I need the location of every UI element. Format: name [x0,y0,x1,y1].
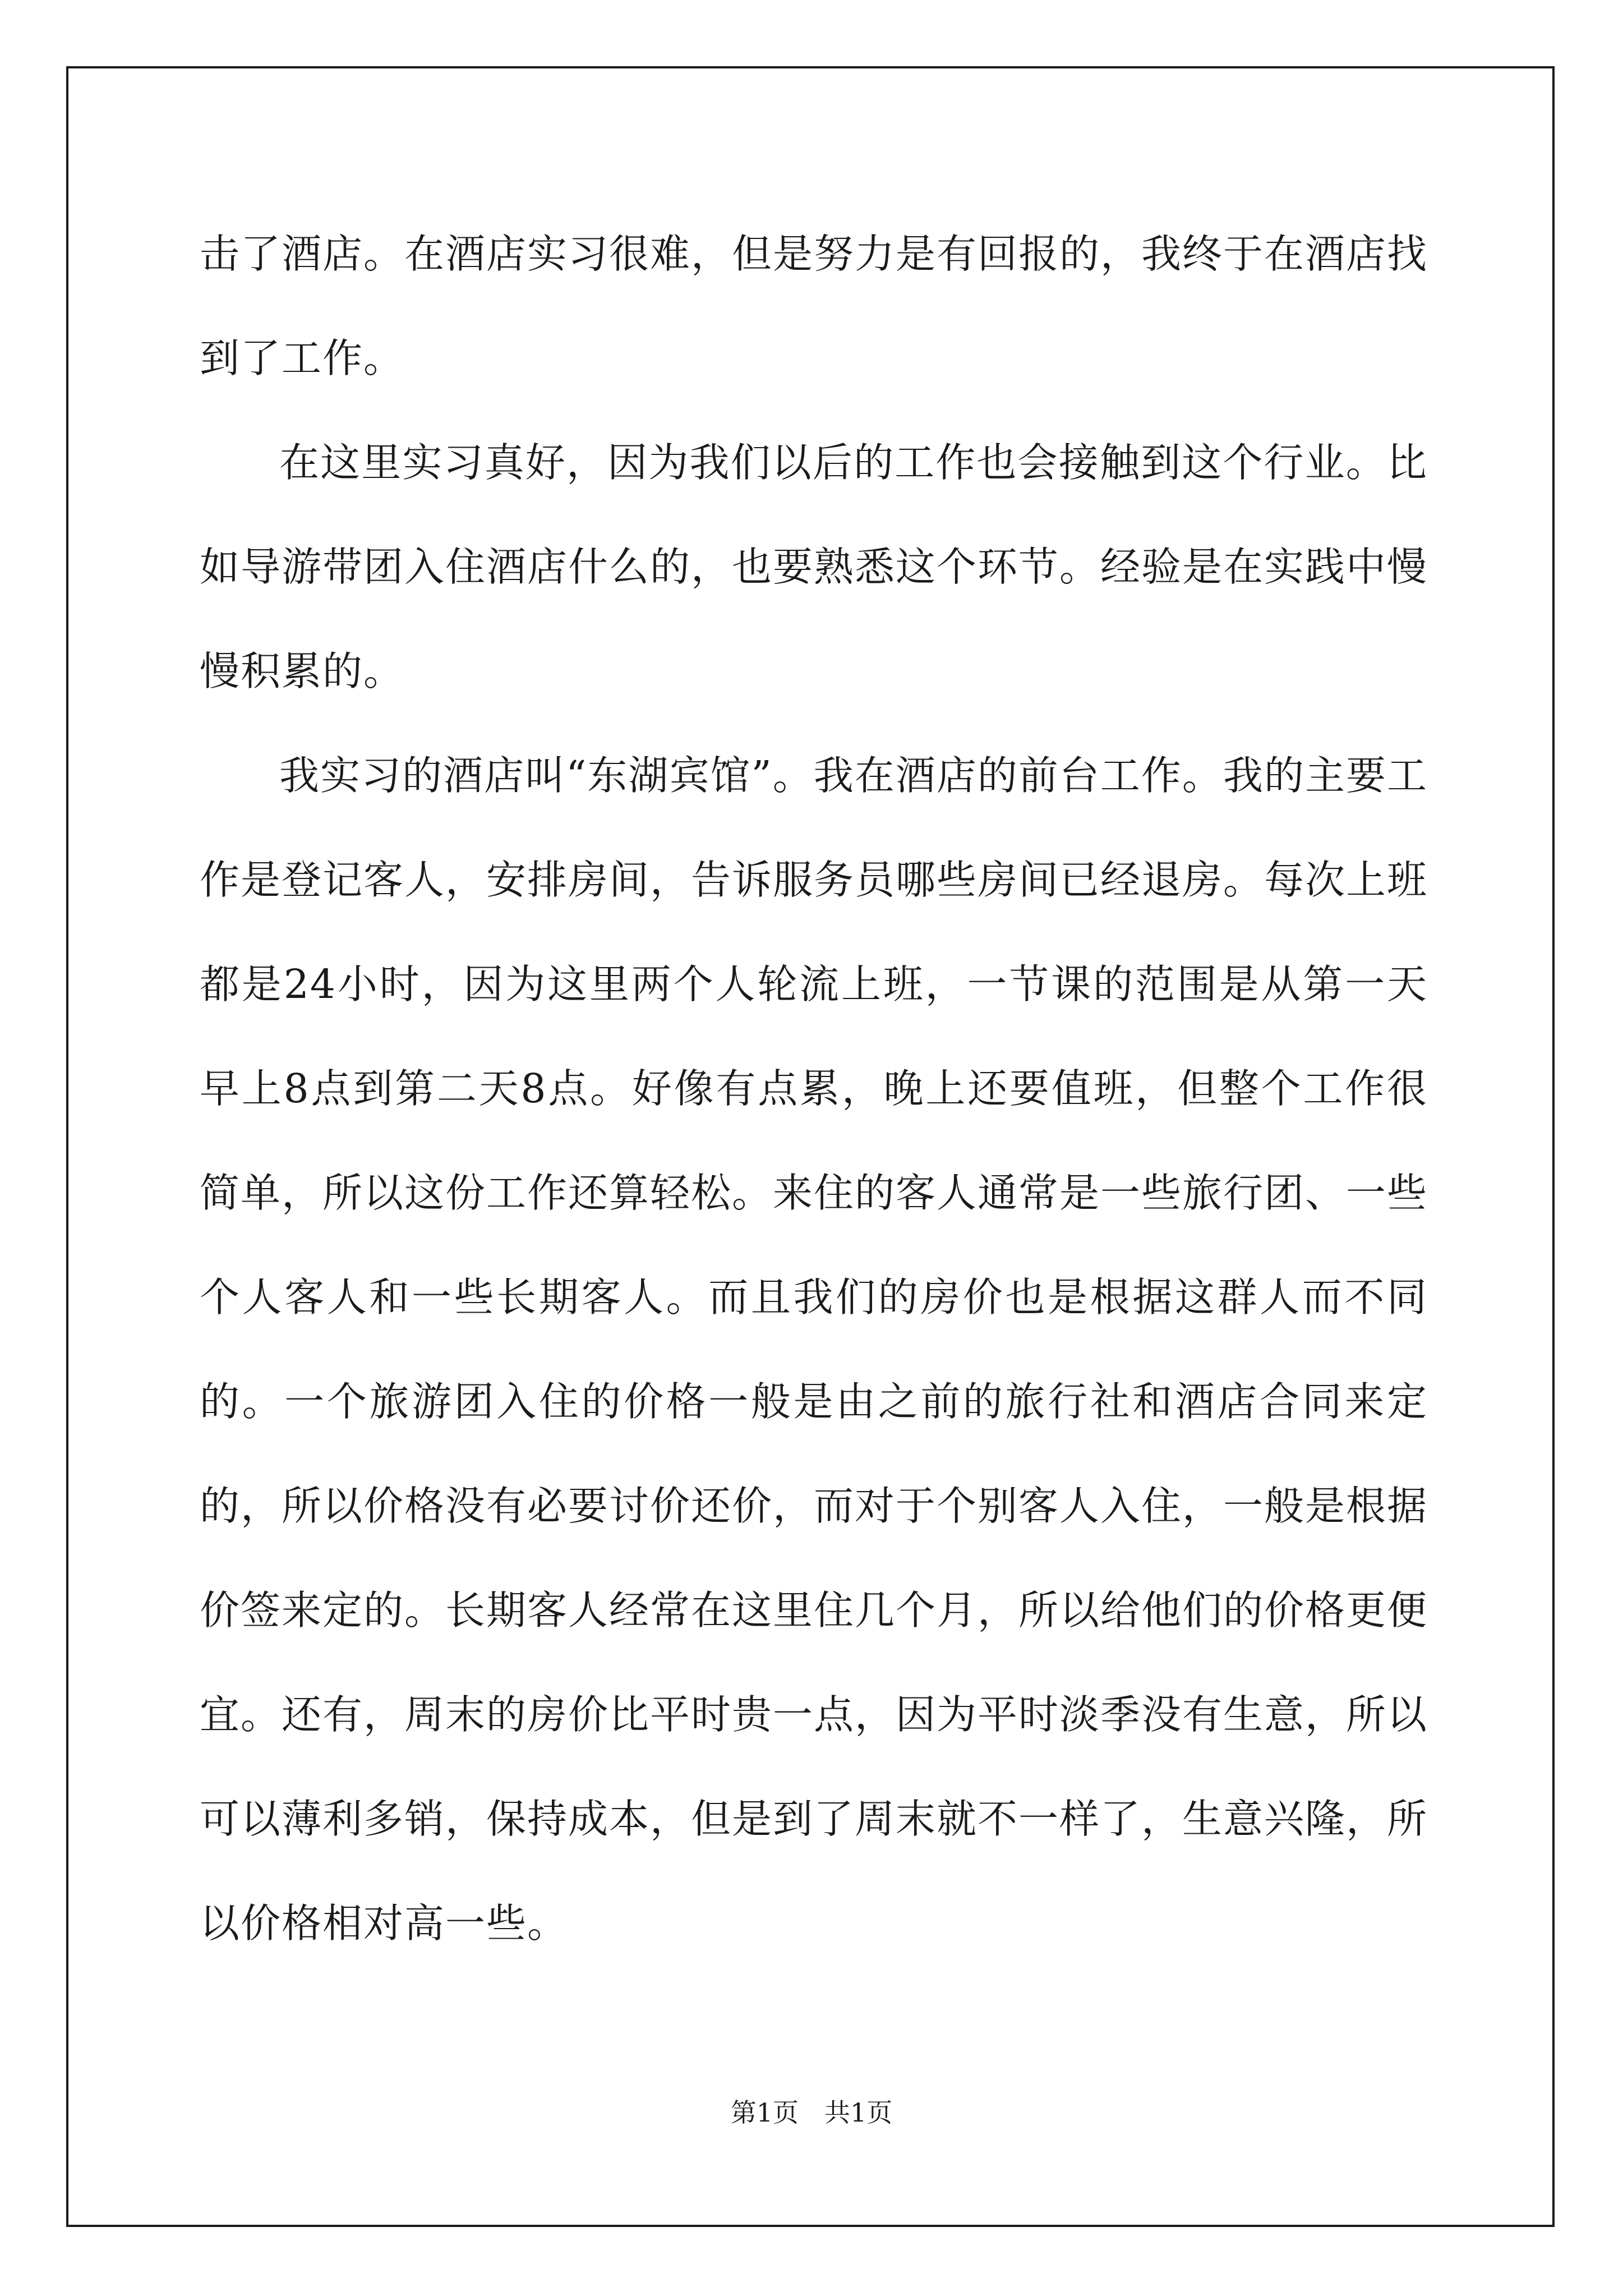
page-footer [0,2092,1623,2129]
paragraph-2: 在这里实习真好，因为我们以后的工作也会接触到这个行业。比如导游带团入住酒店什么的，也要熟悉这个环节。经验是在实践中慢慢积累的。 [200,439,1428,694]
paragraph-1: 击了酒店。在酒店实习很难，但是努力是有回报的，我终于在酒店找到了工作。 [200,231,1428,381]
page-total: 共1页 [824,2097,893,2128]
document-body [200,202,1428,1976]
paragraph-3: 我实习的酒店叫“东湖宾馆”。我在酒店的前台工作。我的主要工作是登记客人，安排房间，告诉服务员哪些房间已经退房。每次上班都是24小时，因为这里两个人轮流上班，一节课的范围是从第一天早上8点到第二天8点。好像有点累，晚上还要值班，但整个工作很简单，所以这份工作还算轻松。来住的客人通常是一些旅行团、一些个人客人和一些长期客人。而且我们的房价也是根据这群人而不同的。一个旅游团入住的价格一般是由之前的旅行社和酒店合同来定的，所以价格没有必要讨价还价，而对于个别客人入住，一般是根据价签来定的。长期客人经常在这里住几个月，所以给他们的价格更便宜。还有，周末的房价比平时贵一点，因为平时淡季没有生意，所以可以薄利多销，保持成本，但是到了周末就不一样了，生意兴隆，所以价格相对高一些。 [200,752,1428,1947]
page-number: 第1页 [730,2097,799,2128]
